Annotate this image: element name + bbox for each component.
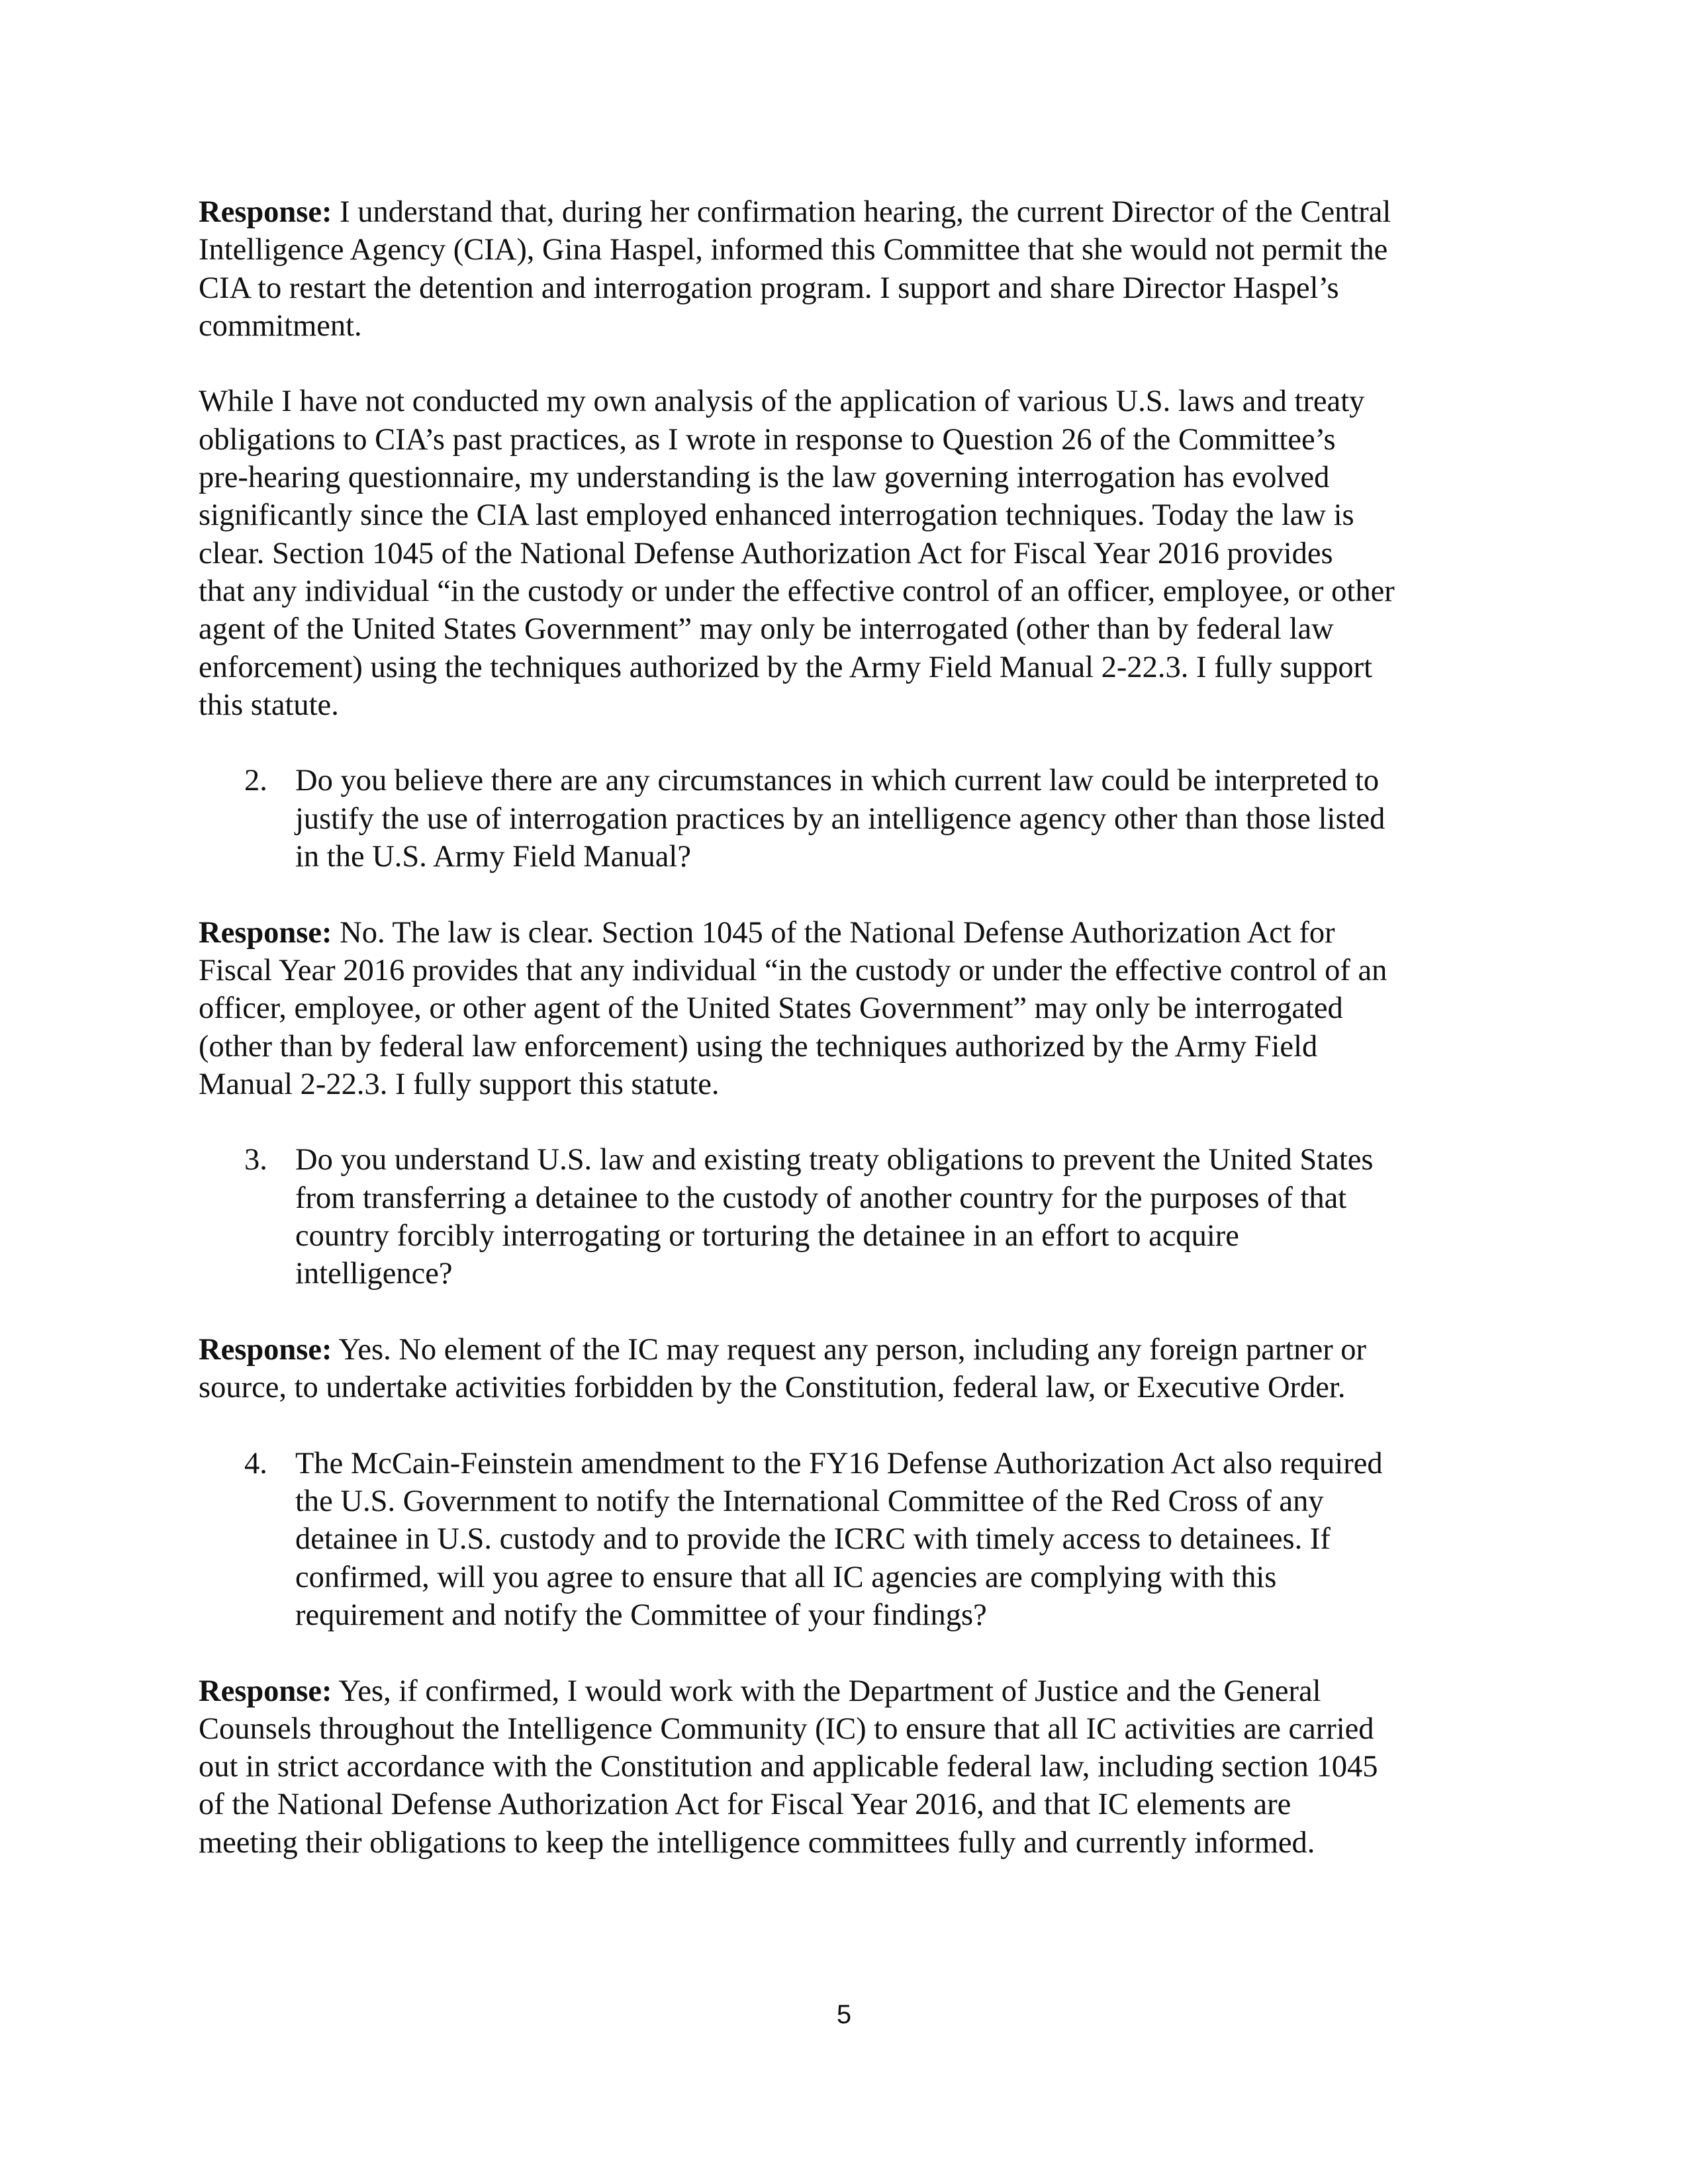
- page-content: [199, 193, 1496, 1899]
- question-4: [199, 1445, 1496, 1634]
- page-number: 5: [836, 2000, 852, 2029]
- paragraph-line: Fiscal Year 2016 provides that any individual “in the custody or under the effective control of an: [199, 953, 1387, 987]
- paragraph-line: clear. Section 1045 of the National Defense Authorization Act for Fiscal Year 2016 provides: [199, 536, 1333, 570]
- question-number: 3.: [244, 1143, 267, 1177]
- question-line: from transferring a detainee to the custody of another country for the purposes of that: [295, 1181, 1347, 1215]
- paragraph-line: of the National Defense Authorization Act for Fiscal Year 2016, and that IC elements are: [199, 1788, 1291, 1822]
- paragraph-line: [199, 1331, 1496, 1369]
- question-number: 4.: [244, 1446, 267, 1480]
- paragraph-line: agent of the United States Government” may only be interrogated (other than by federal law: [199, 612, 1334, 647]
- response-paragraph-3: [199, 1331, 1496, 1407]
- response-paragraph-1: [199, 193, 1496, 345]
- question-line: requirement and notify the Committee of your findings?: [295, 1598, 987, 1632]
- question-line: the U.S. Government to notify the International Committee of the Red Cross of any: [295, 1484, 1324, 1519]
- paragraph-line: CIA to restart the detention and interrogation program. I support and share Director Haspel’s: [199, 271, 1339, 305]
- paragraph-line: Intelligence Agency (CIA), Gina Haspel, informed this Committee that she would not permit the: [199, 233, 1388, 267]
- response-label: Response:: [199, 195, 332, 229]
- question-line: The McCain-Feinstein amendment to the FY16 Defense Authorization Act also required: [295, 1446, 1383, 1480]
- response-paragraph-1-continued: [199, 383, 1496, 724]
- response-label: Response:: [199, 1332, 332, 1367]
- paragraph-line: [199, 193, 1496, 231]
- paragraph-line: (other than by federal law enforcement) using the techniques authorized by the Army Field: [199, 1029, 1318, 1064]
- response-paragraph-2: [199, 914, 1496, 1103]
- response-label: Response:: [199, 1674, 332, 1708]
- question-line: Do you understand U.S. law and existing treaty obligations to prevent the United States: [295, 1143, 1374, 1177]
- question-2: [199, 762, 1496, 876]
- question-3: [199, 1141, 1496, 1293]
- question-line: detainee in U.S. custody and to provide the ICRC with timely access to detainees. If: [295, 1522, 1331, 1557]
- paragraph-line: obligations to CIA’s past practices, as I wrote in response to Question 26 of the Committee’s: [199, 422, 1336, 457]
- paragraph-line: source, to undertake activities forbidden by the Constitution, federal law, or Executive Order.: [199, 1371, 1346, 1405]
- response-text: I understand that, during her confirmation hearing, the current Director of the Central: [332, 195, 1391, 229]
- response-text: Yes. No element of the IC may request any person, including any foreign partner or: [332, 1332, 1367, 1367]
- paragraph-line: [199, 1672, 1496, 1710]
- question-line: in the U.S. Army Field Manual?: [295, 840, 691, 874]
- paragraph-line: that any individual “in the custody or under the effective control of an officer, employee, or other: [199, 574, 1395, 608]
- paragraph-line: While I have not conducted my own analysis of the application of various U.S. laws and treaty: [199, 385, 1365, 419]
- response-text: No. The law is clear. Section 1045 of the National Defense Authorization Act for: [332, 915, 1335, 950]
- question-line: intelligence?: [295, 1257, 453, 1291]
- paragraph-line: this statute.: [199, 688, 339, 722]
- question-line: confirmed, will you agree to ensure that all IC agencies are complying with this: [295, 1560, 1277, 1594]
- question-line: country forcibly interrogating or torturing the detainee in an effort to acquire: [295, 1219, 1239, 1253]
- paragraph-line: out in strict accordance with the Constitution and applicable federal law, including section 1045: [199, 1750, 1378, 1784]
- question-line: Do you believe there are any circumstances in which current law could be interpreted to: [295, 764, 1380, 798]
- paragraph-line: enforcement) using the techniques authorized by the Army Field Manual 2-22.3. I fully support: [199, 650, 1373, 684]
- paragraph-line: pre-hearing questionnaire, my understanding is the law governing interrogation has evolved: [199, 461, 1330, 495]
- paragraph-line: significantly since the CIA last employed enhanced interrogation techniques. Today the law is: [199, 498, 1354, 533]
- question-line: justify the use of interrogation practices by an intelligence agency other than those listed: [295, 801, 1385, 836]
- paragraph-line: Manual 2-22.3. I fully support this statute.: [199, 1067, 720, 1101]
- response-label: Response:: [199, 915, 332, 950]
- paragraph-line: commitment.: [199, 308, 362, 343]
- response-paragraph-4: [199, 1672, 1496, 1862]
- response-text: Yes, if confirmed, I would work with the Department of Justice and the General: [332, 1674, 1321, 1708]
- paragraph-line: [199, 914, 1496, 952]
- paragraph-line: officer, employee, or other agent of the United States Government” may only be interrogated: [199, 991, 1343, 1026]
- paragraph-line: Counsels throughout the Intelligence Community (IC) to ensure that all IC activities are carried: [199, 1711, 1374, 1746]
- paragraph-line: meeting their obligations to keep the intelligence committees fully and currently informed.: [199, 1825, 1315, 1860]
- question-number: 2.: [244, 764, 267, 798]
